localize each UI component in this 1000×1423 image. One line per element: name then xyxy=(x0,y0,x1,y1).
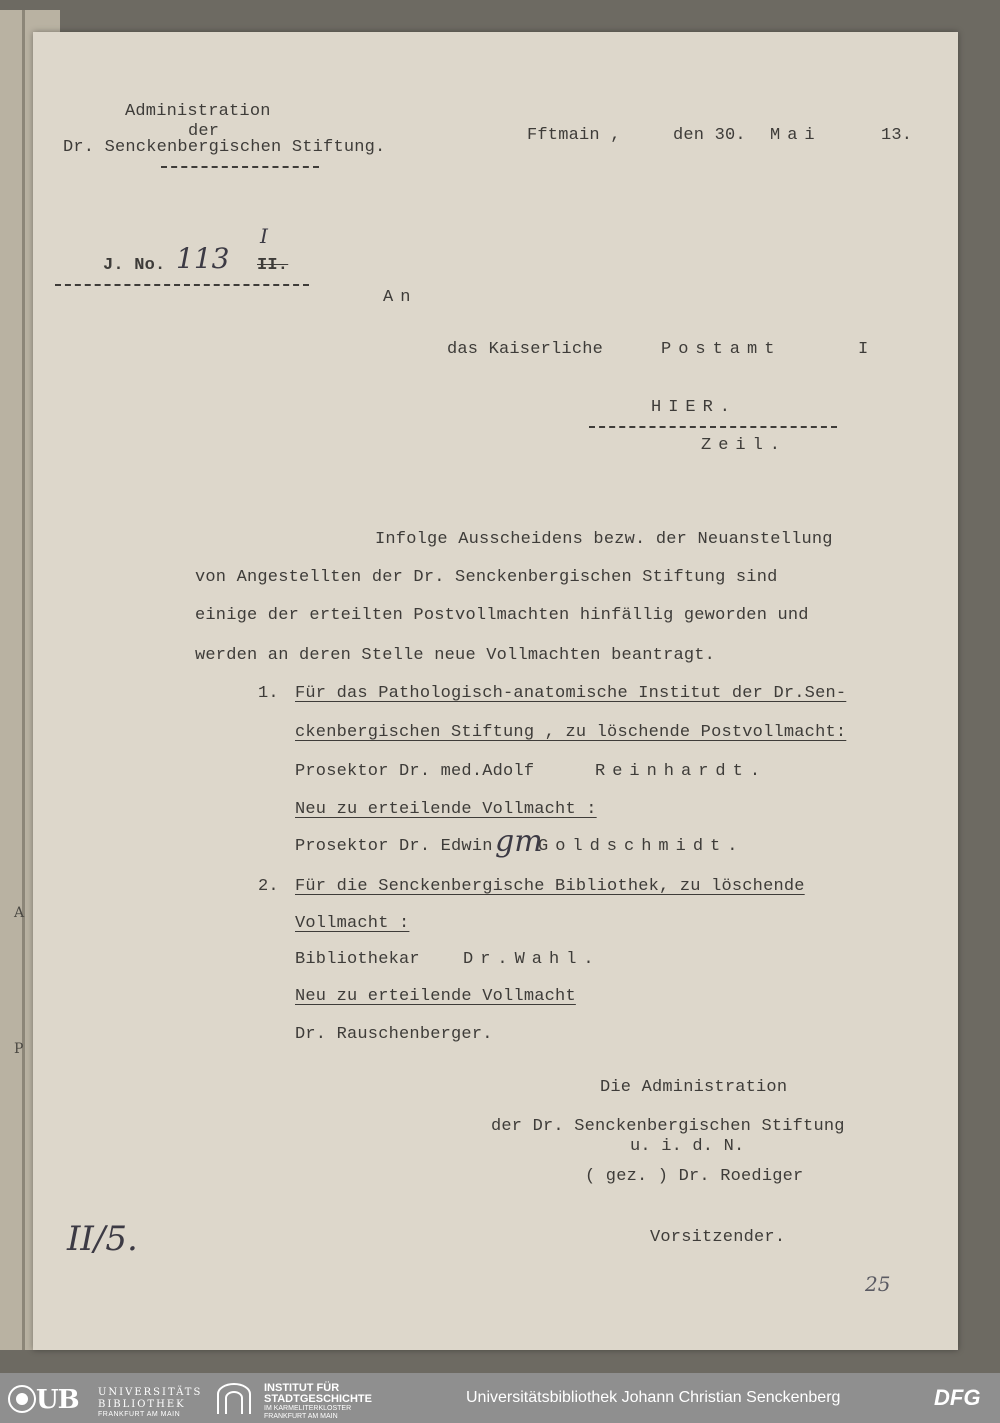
letter-page xyxy=(33,32,958,1350)
signature-line-2: der Dr. Senckenbergischen Stiftung xyxy=(491,1117,845,1136)
item-1-old-prefix: Prosektor Dr. med.Adolf xyxy=(295,762,535,781)
isg-line-2: STADTGESCHICHTE xyxy=(264,1393,372,1405)
item-2-new-label: Neu zu erteilende Vollmacht xyxy=(295,987,576,1006)
month: Mai xyxy=(770,126,822,145)
item-2-line-2: Vollmacht : xyxy=(295,914,410,933)
item-2-number: 2. xyxy=(258,877,279,896)
journal-hand-roman: I xyxy=(260,224,268,248)
item-1-old-name: Reinhardt. xyxy=(595,762,768,781)
item-1-new-name: Goldschmidt. xyxy=(538,837,745,856)
item-2-line-1: Für die Senckenbergische Bibliothek, zu löschende xyxy=(295,877,805,896)
ub-line-1: UNIVERSITÄTS xyxy=(98,1387,203,1398)
place: Fftmain , xyxy=(527,126,621,145)
isg-line-1: INSTITUT FÜR xyxy=(264,1382,340,1394)
signature-line-1: Die Administration xyxy=(600,1078,788,1097)
item-1-new-prefix: Prosektor Dr. Edwin xyxy=(295,837,493,856)
isg-line-3: IM KARMELITERKLOSTER xyxy=(264,1405,352,1412)
isg-line-4: FRANKFURT AM MAIN xyxy=(264,1413,338,1420)
handwritten-bottom-left: II/5. xyxy=(67,1219,138,1259)
item-2-new-name: Dr. Rauschenberger. xyxy=(295,1025,493,1044)
item-1-new-label: Neu zu erteilende Vollmacht : xyxy=(295,800,597,819)
recipient-suffix: I xyxy=(858,340,869,359)
date-prefix: den 30. xyxy=(673,126,746,145)
body-line-3: einige der erteilten Postvollmachten hinfällig geworden und xyxy=(195,606,809,625)
ub-line-2: BIBLIOTHEK xyxy=(98,1399,186,1410)
item-1-number: 1. xyxy=(258,684,279,703)
ub-logo: UB xyxy=(36,1385,79,1415)
journal-hand-number: 113 xyxy=(176,242,230,275)
body-line-2: von Angestellten der Dr. Senckenbergischen Stiftung sind xyxy=(195,568,778,587)
signature-line-5: Vorsitzender. xyxy=(650,1228,786,1247)
item-1-line-2: ckenbergischen Stiftung , zu löschende Postvollmacht: xyxy=(295,723,847,742)
journal-label: J. No. xyxy=(103,256,166,275)
signature-line-4: ( gez. ) Dr. Roediger xyxy=(585,1167,804,1186)
ub-line-3: FRANKFURT AM MAIN xyxy=(98,1411,181,1418)
isg-arch-icon xyxy=(214,1382,254,1416)
signature-line-3: u. i. d. N. xyxy=(630,1137,745,1156)
footer-bar xyxy=(0,1373,1000,1423)
header-rule xyxy=(161,166,319,168)
address-an: An xyxy=(383,288,418,307)
item-1-line-1: Für das Pathologisch-anatomische Institut der Dr.Sen- xyxy=(295,684,847,703)
recipient-main: Postamt xyxy=(661,340,782,359)
item-2-old-name: Dr.Wahl. xyxy=(463,950,601,969)
journal-typed-roman: II. xyxy=(257,256,289,275)
address-street: Zeil. xyxy=(701,436,788,455)
address-city: HIER. xyxy=(651,398,738,417)
folio-number: 25 xyxy=(865,1272,891,1296)
body-line-1: Infolge Ausscheidens bezw. der Neuanstellung xyxy=(375,530,833,549)
page-edge xyxy=(22,10,25,1350)
footer-center-text: Universitätsbibliothek Johann Christian Senckenberg xyxy=(466,1389,841,1406)
recipient-prefix: das Kaiserliche xyxy=(447,340,604,359)
margin-letter-a: A xyxy=(14,905,25,921)
handwritten-initials: gm xyxy=(495,824,543,859)
journal-rule xyxy=(55,284,309,286)
org-line-3: Dr. Senckenbergischen Stiftung. xyxy=(63,138,386,157)
margin-letter-p: P xyxy=(14,1041,24,1057)
org-line-1: Administration xyxy=(125,102,271,121)
body-line-4: werden an deren Stelle neue Vollmachten beantragt. xyxy=(195,646,716,665)
city-rule xyxy=(589,426,837,428)
org-line-2: der xyxy=(188,122,220,141)
year: 13. xyxy=(881,126,913,145)
item-2-old-prefix: Bibliothekar xyxy=(295,950,420,969)
dfg-logo: DFG xyxy=(934,1385,981,1410)
